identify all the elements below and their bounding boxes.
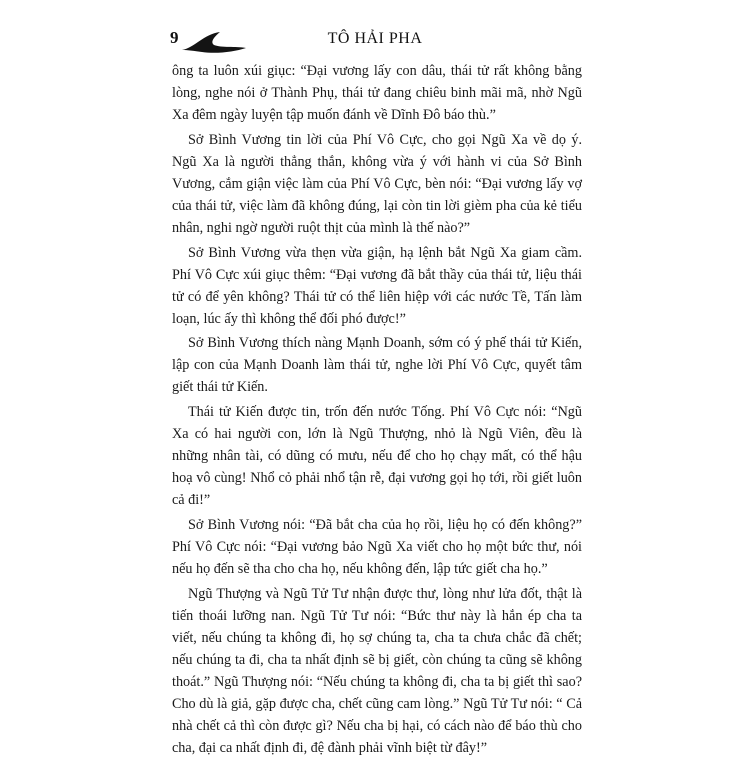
page-number: 9	[170, 28, 179, 47]
paragraph: Thái tử Kiến được tin, trốn đến nước Tống. Phí Vô Cực nói: “Ngũ Xa có hai người con, lớn là Ngũ Thượng, nhỏ là Ngũ Viên, đều là những nhân tài, có dũng có mưu, nếu để cho họ chạy mất, có thể hậu hoạ vô cùng! Nhổ cỏ phải nhổ tận rễ, đại vương gọi họ tới, rồi giết luôn cả đi!”	[172, 403, 582, 509]
running-title: TÔ HẢI PHA	[327, 30, 423, 47]
page-header	[0, 22, 750, 62]
paragraph: Sở Bình Vương nói: “Đã bắt cha của họ rồi, liệu họ có đến không?” Phí Vô Cực nói: “Đại vương bảo Ngũ Xa viết cho họ một bức thư, nói nếu họ đến sẽ tha cho cha họ, nếu không đến, lập tức giết cha họ.”	[172, 516, 582, 578]
body-text	[172, 60, 582, 762]
paragraph: Ngũ Thượng và Ngũ Tử Tư nhận được thư, lòng như lửa đốt, thật là tiến thoái lưỡng nan. Ngũ Tử Tư nói: “Bức thư này là hắn ép cha ta viết, nếu chúng ta không đi, họ sợ chúng ta, cha ta chưa chắc đã chết; nếu chúng ta đi, cha ta nhất định sẽ bị giết, còn chúng ta cũng sẽ không thoát.” Ngũ Thượng nói: “Nếu chúng ta không đi, cha ta bị giết thì sao? Cho dù là giả, gặp được cha, chết cũng cam lòng.” Ngũ Tử Tư nói: “ Cả nhà chết cả thì còn được gì? Nếu cha bị hại, có cách nào để báo thù cho cha, đại ca nhất định đi, đệ đành phải vĩnh biệt từ đây!”	[172, 585, 582, 757]
paragraph: ông ta luôn xúi giục: “Đại vương lấy con dâu, thái tử rất không bằng lòng, nghe nói ở Thành Phụ, thái tử đang chiêu binh mãi mã, nhờ Ngũ Xa đêm ngày luyện tập muốn đánh về Dĩnh Đô báo thù.”	[172, 63, 582, 124]
paragraph: Sở Bình Vương vừa thẹn vừa giận, hạ lệnh bắt Ngũ Xa giam cầm. Phí Vô Cực xúi giục thêm: “Đại vương đã bắt thầy của thái tử, liệu thái tử có để yên không? Thái tử có thể liên hiệp với các nước Tề, Tấn làm loạn, lúc ấy thì không thể đối phó được!”	[172, 244, 582, 327]
paragraph: Sở Bình Vương thích nàng Mạnh Doanh, sớm có ý phế thái tử Kiến, lập con của Mạnh Doanh làm thái tử, nghe lời Phí Vô Cực, quyết tâm giết thái tử Kiến.	[172, 335, 582, 396]
paragraph: Sở Bình Vương tin lời của Phí Vô Cực, cho gọi Ngũ Xa về dọ ý. Ngũ Xa là người thẳng thắn, không vừa ý với hành vi của Sở Bình Vương, cắm giận việc làm của Phí Vô Cực, bèn nói: “Đại vương lấy vợ của thái tử, việc làm đã không đúng, lại còn tin lời gièm pha của kẻ tiểu nhân, nghi ngờ người ruột thịt của mình là thế nào?”	[172, 131, 582, 237]
